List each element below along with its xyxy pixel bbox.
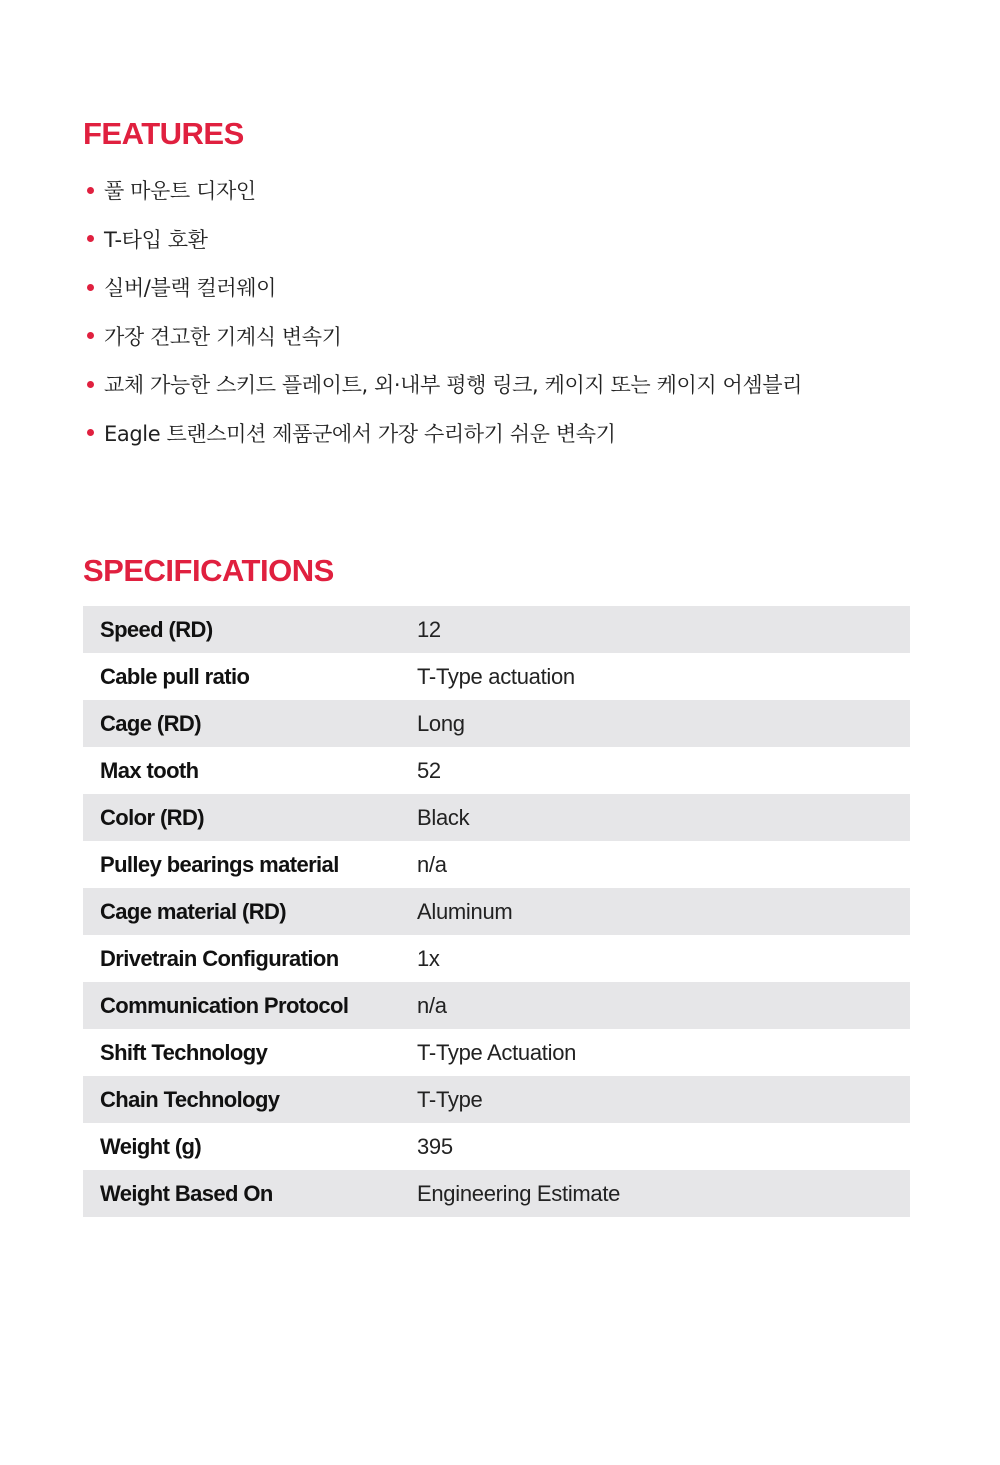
specifications-heading: SPECIFICATIONS bbox=[83, 553, 334, 588]
feature-item bbox=[83, 409, 802, 458]
feature-text: 교체 가능한 스키드 플레이트, 외·내부 평행 링크, 케이지 또는 케이지 어셈블리 bbox=[104, 373, 803, 398]
spec-row-pulley-bearings-material bbox=[83, 841, 910, 888]
spec-label: Weight Based On bbox=[100, 1180, 273, 1206]
spec-label: Drivetrain Configuration bbox=[100, 945, 339, 971]
bullet-icon bbox=[87, 187, 94, 194]
spec-label: Chain Technology bbox=[100, 1086, 280, 1112]
spec-value: Long bbox=[417, 710, 465, 736]
feature-item bbox=[83, 215, 802, 264]
bullet-icon bbox=[87, 235, 94, 242]
spec-row-communication-protocol bbox=[83, 982, 910, 1029]
spec-label: Cage material (RD) bbox=[100, 898, 287, 924]
feature-text: 풀 마운트 디자인 bbox=[104, 179, 256, 204]
spec-value: Engineering Estimate bbox=[417, 1180, 621, 1206]
spec-label: Max tooth bbox=[100, 757, 199, 783]
specifications-table bbox=[83, 606, 910, 1217]
spec-label: Cage (RD) bbox=[100, 710, 201, 736]
spec-row-cage-material bbox=[83, 888, 910, 935]
spec-row-color bbox=[83, 794, 910, 841]
spec-label: Speed (RD) bbox=[100, 616, 213, 642]
spec-value: n/a bbox=[417, 851, 447, 877]
feature-text: 가장 견고한 기계식 변속기 bbox=[104, 324, 342, 349]
spec-value: T-Type Actuation bbox=[417, 1039, 577, 1065]
spec-row-speed bbox=[83, 606, 910, 653]
spec-row-weight bbox=[83, 1123, 910, 1170]
spec-label: Shift Technology bbox=[100, 1039, 268, 1065]
feature-text: Eagle 트랜스미션 제품군에서 가장 수리하기 쉬운 변속기 bbox=[104, 421, 616, 446]
spec-row-weight-based-on bbox=[83, 1170, 910, 1217]
spec-value: Aluminum bbox=[417, 898, 513, 924]
features-heading: FEATURES bbox=[83, 116, 244, 151]
spec-value: 52 bbox=[417, 757, 441, 783]
feature-text: 실버/블랙 컬러웨이 bbox=[104, 276, 277, 301]
spec-value: 395 bbox=[417, 1133, 453, 1159]
bullet-icon bbox=[87, 429, 94, 436]
feature-text: T-타입 호환 bbox=[104, 227, 208, 252]
spec-row-shift-technology bbox=[83, 1029, 910, 1076]
spec-value: Black bbox=[417, 804, 470, 830]
spec-value: 12 bbox=[417, 616, 441, 642]
spec-value: T-Type bbox=[417, 1086, 483, 1112]
spec-row-drivetrain-configuration bbox=[83, 935, 910, 982]
spec-row-cage bbox=[83, 700, 910, 747]
spec-label: Cable pull ratio bbox=[100, 663, 250, 689]
spec-value: T-Type actuation bbox=[417, 663, 575, 689]
spec-row-max-tooth bbox=[83, 747, 910, 794]
spec-value: n/a bbox=[417, 992, 447, 1018]
spec-label: Color (RD) bbox=[100, 804, 204, 830]
feature-item bbox=[83, 360, 802, 409]
spec-row-cable-pull-ratio bbox=[83, 653, 910, 700]
bullet-icon bbox=[87, 284, 94, 291]
bullet-icon bbox=[87, 381, 94, 388]
spec-label: Pulley bearings material bbox=[100, 851, 339, 877]
spec-label: Communication Protocol bbox=[100, 992, 349, 1018]
spec-value: 1x bbox=[417, 945, 440, 971]
feature-item bbox=[83, 166, 802, 215]
features-list bbox=[83, 166, 802, 457]
feature-item bbox=[83, 312, 802, 361]
bullet-icon bbox=[87, 332, 94, 339]
spec-row-chain-technology bbox=[83, 1076, 910, 1123]
spec-label: Weight (g) bbox=[100, 1133, 202, 1159]
feature-item bbox=[83, 263, 802, 312]
